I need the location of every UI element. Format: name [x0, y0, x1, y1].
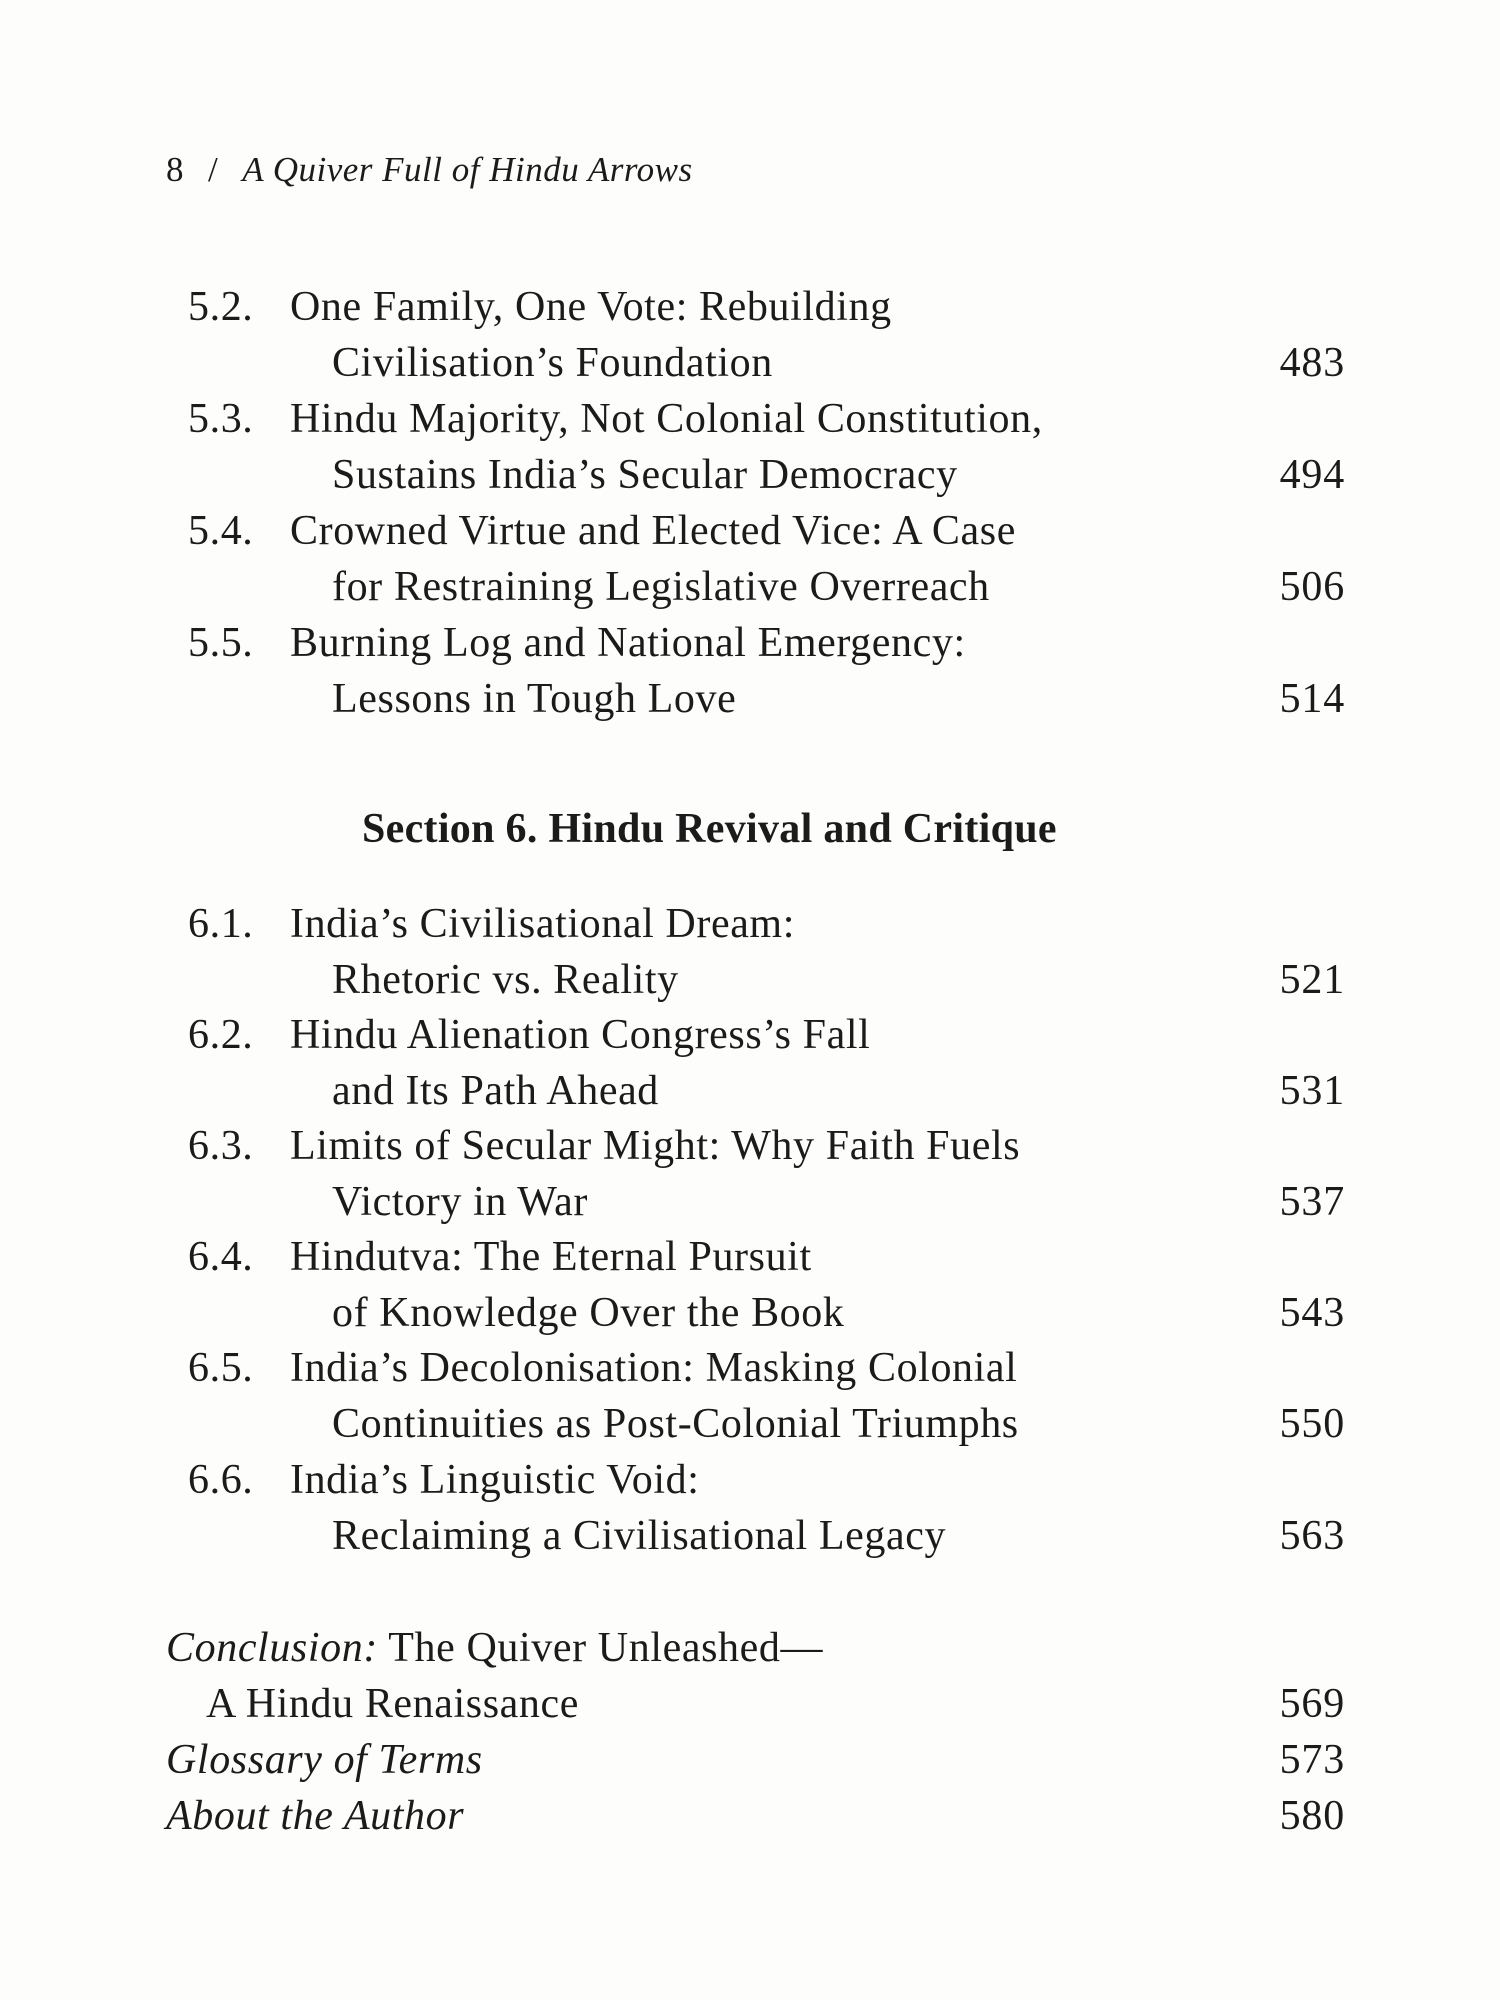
entry-number: 6.4.: [188, 1234, 254, 1280]
entry-title-line2: of Knowledge Over the Book: [332, 1290, 845, 1336]
entry-title-line1: Hindu Alienation Congress’s Fall: [290, 1012, 871, 1058]
conclusion-label: Conclusion:: [166, 1625, 378, 1671]
book-title: A Quiver Full of Hindu Arrows: [242, 150, 693, 189]
entry-title-line2: Victory in War: [332, 1179, 588, 1225]
entry-number: 6.5.: [188, 1345, 254, 1391]
conclusion-line2: A Hindu Renaissance: [206, 1681, 579, 1727]
entry-number: 6.1.: [188, 901, 254, 947]
entry-number: 5.3.: [188, 396, 254, 442]
entry-title-line1: India’s Civilisational Dream:: [290, 901, 795, 947]
entry-page: 514: [1279, 676, 1345, 722]
entry-title-line1: Limits of Secular Might: Why Faith Fuels: [290, 1123, 1021, 1169]
entry-title-line2: Rhetoric vs. Reality: [332, 957, 679, 1003]
entry-page: 569: [1279, 1681, 1345, 1727]
entry-page: 506: [1279, 564, 1345, 610]
entry-title-line1: Hindutva: The Eternal Pursuit: [290, 1234, 812, 1280]
glossary-label: Glossary of Terms: [166, 1737, 483, 1783]
entry-page: 543: [1279, 1290, 1345, 1336]
entry-title-line1: India’s Linguistic Void:: [290, 1457, 700, 1503]
entry-title-line2: Continuities as Post-Colonial Triumphs: [332, 1401, 1019, 1447]
entry-number: 5.2.: [188, 284, 254, 330]
entry-page: 550: [1279, 1401, 1345, 1447]
page-number: 8: [166, 150, 184, 189]
entry-page: 573: [1279, 1737, 1345, 1783]
entry-title-line2: and Its Path Ahead: [332, 1068, 659, 1114]
entry-title-line2: for Restraining Legislative Overreach: [332, 564, 990, 610]
entry-page: 531: [1279, 1068, 1345, 1114]
entry-title-line1: One Family, One Vote: Rebuilding: [290, 284, 892, 330]
entry-page: 537: [1279, 1179, 1345, 1225]
conclusion-line1: [166, 1624, 823, 1672]
entry-title-line1: Crowned Virtue and Elected Vice: A Case: [290, 508, 1016, 554]
entry-title-line2: Lessons in Tough Love: [332, 676, 737, 722]
entry-page: 580: [1279, 1793, 1345, 1839]
section-heading: Section 6. Hindu Revival and Critique: [362, 806, 1057, 852]
conclusion-title: The Quiver Unleashed—: [388, 1625, 824, 1671]
running-header: [166, 150, 693, 190]
entry-title-line1: India’s Decolonisation: Masking Colonial: [290, 1345, 1018, 1391]
entry-title-line1: Hindu Majority, Not Colonial Constitution,: [290, 396, 1043, 442]
entry-page: 563: [1279, 1513, 1345, 1559]
entry-page: 483: [1279, 340, 1345, 386]
entry-number: 6.3.: [188, 1123, 254, 1169]
entry-number: 6.2.: [188, 1012, 254, 1058]
entry-page: 494: [1279, 452, 1345, 498]
entry-number: 5.5.: [188, 620, 254, 666]
entry-title-line2: Civilisation’s Foundation: [332, 340, 773, 386]
entry-title-line1: Burning Log and National Emergency:: [290, 620, 966, 666]
entry-number: 5.4.: [188, 508, 254, 554]
entry-title-line2: Sustains India’s Secular Democracy: [332, 452, 958, 498]
header-separator: /: [208, 150, 219, 189]
entry-title-line2: Reclaiming a Civilisational Legacy: [332, 1513, 947, 1559]
entry-page: 521: [1279, 957, 1345, 1003]
entry-number: 6.6.: [188, 1457, 254, 1503]
about-label: About the Author: [166, 1793, 465, 1839]
